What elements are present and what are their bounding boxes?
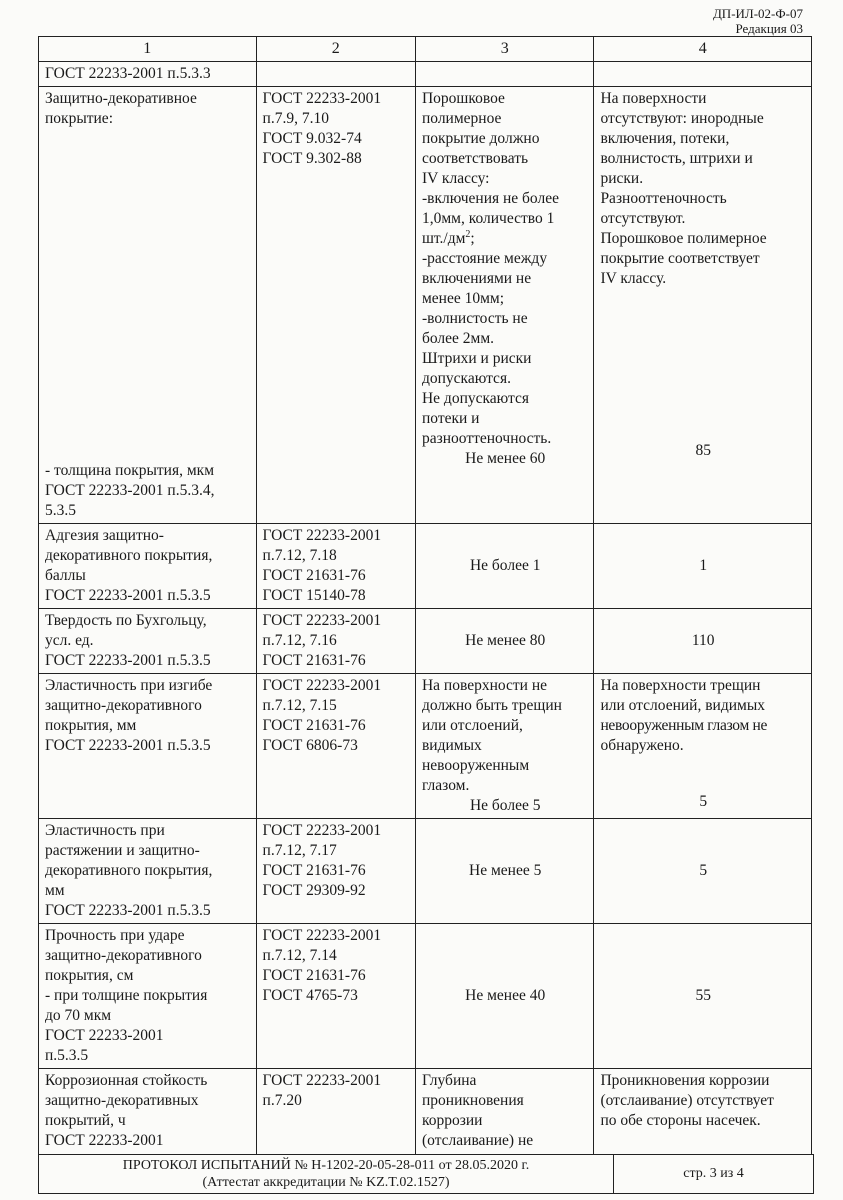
method-cell (256, 524, 415, 609)
text-line: невооруженным глазом не (600, 717, 768, 734)
text-line: отсутствуют. (600, 210, 686, 227)
text-line: покрытия, мм (45, 717, 137, 734)
text-line: защитно-декоративных (45, 1092, 199, 1109)
revision-label: Редакция 03 (735, 21, 803, 36)
text-line: включениями не (421, 270, 532, 287)
text-line: п.7.9, 7.10 (262, 110, 329, 127)
text-line: Защитно-декоративное (45, 90, 197, 107)
norm-value: Не более 5 (469, 797, 541, 814)
text-line: ГОСТ 6806-73 (262, 737, 358, 754)
text-line: волнистость, штрихи и (600, 150, 753, 167)
superscript: 2 (465, 229, 471, 240)
protocol-footer (38, 1154, 814, 1194)
text-line: п.7.12, 7.14 (262, 947, 337, 964)
text-line: Адгезия защитно- (45, 527, 164, 544)
protocol-title: ПРОТОКОЛ ИСПЫТАНИЙ № Н-1202-20-05-28-011 от 28.05.2020 г. (122, 1158, 530, 1173)
text-line: ГОСТ 22233-2001 (262, 612, 382, 629)
text-line: ГОСТ 15140-78 (262, 587, 366, 604)
text-line: Штрихи и риски (421, 350, 532, 367)
text-line: разнооттеночность. (421, 430, 552, 447)
requirement-cell (39, 819, 257, 924)
result-cell (594, 87, 812, 524)
text-line: ГОСТ 9.302-88 (262, 150, 362, 167)
text-line: Эластичность при (45, 822, 165, 839)
text-line: -расстояние между (421, 250, 548, 267)
text-line: Глубина (421, 1072, 477, 1089)
table-row (39, 609, 812, 674)
text-line: баллы (45, 567, 86, 584)
text-line: На поверхности трещин (600, 677, 761, 694)
requirement-cell (39, 524, 257, 609)
method-cell (256, 1069, 415, 1155)
text-line: глазом. (421, 777, 470, 794)
text-line: покрытие должно (421, 130, 540, 147)
text-line: ГОСТ 21631-76 (262, 862, 366, 879)
text-line: ГОСТ 9.032-74 (262, 130, 362, 147)
text-line: п.7.20 (262, 1092, 302, 1109)
text-line: (отслаивание) не (421, 1132, 534, 1149)
text-line: Эластичность при изгибе (45, 677, 213, 694)
requirement-cell: ГОСТ 22233-2001 п.5.3.3 (39, 62, 257, 87)
result-value: 55 (594, 924, 812, 1069)
text-line: На поверхности (600, 90, 707, 107)
text-line: полимерное (421, 110, 502, 127)
text-line: допускаются. (421, 370, 511, 387)
text-line: ГОСТ 22233-2001 (262, 527, 382, 544)
result-cell (594, 1069, 812, 1155)
text-line: отсутствуют: инородные (600, 110, 764, 127)
table-row (39, 62, 812, 87)
norm-cell (415, 62, 593, 87)
text-line: покрытия, см (45, 967, 134, 984)
text-line: ГОСТ 22233-2001 (262, 1072, 382, 1089)
footer-protocol-block (39, 1155, 614, 1193)
text-line: На поверхности не (421, 677, 548, 694)
column-number: 1 (39, 37, 257, 62)
text-line: -волнистость не (421, 310, 528, 327)
text-line: более 2мм. (421, 330, 495, 347)
table-row (39, 1069, 812, 1155)
text-line: или отслоений, видимых (600, 697, 765, 714)
text-line: ГОСТ 21631-76 (262, 652, 366, 669)
text-line (422, 229, 588, 249)
text-line: видимых (421, 737, 482, 754)
text-line: 5.3.5 (45, 502, 76, 519)
result-value: 5 (594, 819, 812, 924)
norm-value: Не менее 5 (415, 819, 593, 924)
result-value: 85 (695, 442, 711, 459)
text-line: IV классу: (421, 170, 490, 187)
norm-value: Не менее 40 (415, 924, 593, 1069)
result-cell (594, 62, 812, 87)
norm-cell (415, 87, 593, 524)
text-line: покрытие: (45, 110, 113, 127)
text-line: соответствовать (421, 150, 529, 167)
method-cell (256, 62, 415, 87)
text-line: -включения не более (421, 190, 559, 207)
text-line: ГОСТ 22233-2001 п.5.3.4, (45, 482, 215, 499)
text-line: п.7.12, 7.17 (262, 842, 337, 859)
test-results-table (38, 36, 812, 1155)
requirement-cell (39, 1069, 257, 1155)
text-line: ГОСТ 22233-2001 (45, 1132, 164, 1149)
requirement-cell (39, 674, 257, 819)
text-line: коррозии (421, 1112, 483, 1129)
method-cell (256, 819, 415, 924)
text-line: менее 10мм; (421, 290, 505, 307)
text-line: ГОСТ 21631-76 (262, 717, 366, 734)
page-number: стр. 3 из 4 (683, 1166, 744, 1181)
method-cell (256, 674, 415, 819)
result-value: 110 (594, 609, 812, 674)
text-line: ГОСТ 21631-76 (262, 967, 366, 984)
requirement-cell (39, 609, 257, 674)
text-line: или отслоений, (421, 717, 523, 734)
norm-value: Не менее 60 (465, 450, 546, 467)
text-line: Проникновения коррозии (600, 1072, 770, 1089)
text-line: Не допускаются (421, 390, 530, 407)
text-line: (отслаивание) отсутствует (600, 1092, 774, 1109)
text-line: Твердость по Бухгольцу, (45, 612, 207, 629)
text-line: Порошковое полимерное (600, 230, 767, 247)
column-number: 4 (594, 37, 812, 62)
text-line: ГОСТ 22233-2001 (45, 1027, 164, 1044)
text-line: ГОСТ 21631-76 (262, 567, 366, 584)
text-line: ГОСТ 4765-73 (262, 987, 358, 1004)
text-line: ГОСТ 29309-92 (262, 882, 366, 899)
text-line: ГОСТ 22233-2001 п.5.3.5 (45, 652, 211, 669)
text-line: ГОСТ 22233-2001 (262, 677, 382, 694)
table-row (39, 87, 812, 524)
punctuation: ; (470, 230, 475, 247)
column-number: 2 (256, 37, 415, 62)
column-number-row (39, 37, 812, 62)
text-line: Коррозионная стойкость (45, 1072, 208, 1089)
text-line: потеки и (421, 410, 480, 427)
text-line: по обе стороны насечек. (600, 1112, 761, 1129)
text-line: включения, потеки, (600, 130, 730, 147)
text-line: защитно-декоративного (45, 947, 202, 964)
text-line: Прочность при ударе (45, 927, 185, 944)
text-line: декоративного покрытия, (45, 547, 213, 564)
table-row (39, 924, 812, 1069)
text-line: риски. (600, 170, 644, 187)
text-line: до 70 мкм (45, 1007, 112, 1024)
column-number: 3 (415, 37, 593, 62)
doc-code: ДП-ИЛ-02-Ф-07 (712, 6, 803, 21)
text-line: мм (45, 882, 65, 899)
text-line: защитно-декоративного (45, 697, 202, 714)
text-line: декоративного покрытия, (45, 862, 213, 879)
text-line: невооруженным (421, 757, 530, 774)
text-line: - толщина покрытия, мкм (45, 462, 215, 479)
text-line: Порошковое (421, 90, 505, 107)
result-value: 1 (594, 524, 812, 609)
requirement-cell (39, 87, 257, 524)
text-line: ГОСТ 22233-2001 (262, 927, 382, 944)
table-row (39, 524, 812, 609)
text-line: - при толщине покрытия (45, 987, 208, 1004)
text-line: усл. ед. (45, 632, 94, 649)
text-line: ГОСТ 22233-2001 п.5.3.5 (45, 737, 211, 754)
text-line: растяжении и защитно- (45, 842, 200, 859)
text-line: покрытий, ч (45, 1112, 126, 1129)
result-value: 5 (699, 793, 708, 810)
text-line: п.5.3.5 (45, 1047, 89, 1064)
requirement-cell (39, 924, 257, 1069)
norm-cell (415, 674, 593, 819)
text-line: п.7.12, 7.16 (262, 632, 337, 649)
text-line: ГОСТ 22233-2001 (262, 822, 382, 839)
text-line: ГОСТ 22233-2001 п.5.3.5 (45, 587, 211, 604)
table-row (39, 674, 812, 819)
text-line: 1,0мм, количество 1 (421, 210, 555, 227)
document-header (713, 6, 803, 36)
text-line: покрытие соответствует (600, 250, 760, 267)
norm-value: Не менее 80 (415, 609, 593, 674)
text-line: обнаружено. (600, 737, 684, 754)
result-cell (594, 674, 812, 819)
text-line: должно быть трещин (421, 697, 562, 714)
text-line: IV классу. (600, 270, 667, 287)
norm-value: Не более 1 (415, 524, 593, 609)
text-line: ГОСТ 22233-2001 (262, 90, 382, 107)
text-line: п.7.12, 7.18 (262, 547, 337, 564)
table-row (39, 819, 812, 924)
method-cell (256, 609, 415, 674)
unit-text: шт./дм (421, 230, 466, 247)
text-line: Разнооттеночность (600, 190, 727, 207)
accreditation-note: (Аттестат аккредитации № KZ.T.02.1527) (202, 1175, 450, 1190)
method-cell (256, 87, 415, 524)
norm-cell (415, 1069, 593, 1155)
text-line: проникновения (421, 1092, 524, 1109)
method-cell (256, 924, 415, 1069)
text-line: п.7.12, 7.15 (262, 697, 337, 714)
text-line: ГОСТ 22233-2001 п.5.3.5 (45, 902, 211, 919)
